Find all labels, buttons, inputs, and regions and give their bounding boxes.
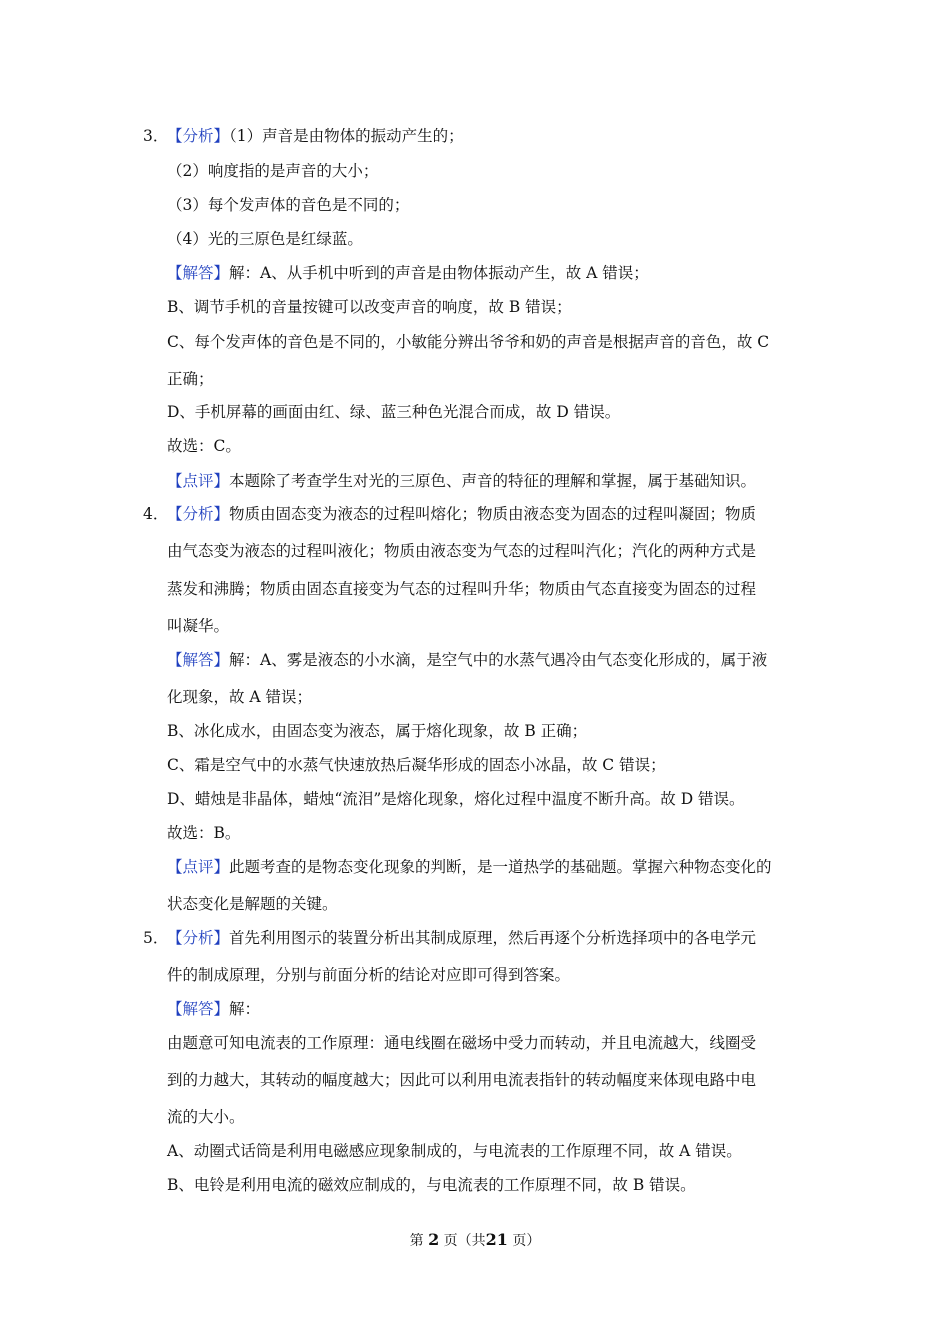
answer-line — [167, 650, 767, 670]
answer-line: B、冰化成水，由固态变为液态，属于熔化现象，故 B 正确； — [167, 722, 588, 740]
answer-tag: 【解答】 — [167, 651, 230, 669]
answer-line: D、手机屏幕的画面由红、绿、蓝三种色光混合而成，故 D 错误。 — [167, 403, 621, 421]
analysis-line — [167, 126, 464, 146]
analysis-line: 叫凝华。 — [167, 617, 230, 635]
footer-prefix: 第 — [409, 1233, 424, 1249]
answer-line: B、调节手机的音量按键可以改变声音的响度，故 B 错误； — [167, 298, 572, 316]
analysis-line: 件的制成原理，分别与前面分析的结论对应即可得到答案。 — [167, 966, 571, 984]
answer-tag: 【解答】 — [167, 264, 230, 282]
page-number: 2 — [428, 1230, 440, 1249]
answer-text: 解：A、从手机中听到的声音是由物体振动产生，故 A 错误； — [229, 264, 649, 282]
analysis-tag: 【分析】 — [167, 505, 230, 523]
analysis-text: 物质由固态变为液态的过程叫熔化；物质由液态变为固态的过程叫凝固；物质 — [229, 505, 757, 523]
answer-line: C、霜是空气中的水蒸气快速放热后凝华形成的固态小冰晶，故 C 错误； — [167, 756, 666, 774]
analysis-text: 首先利用图示的装置分析出其制成原理，然后再逐个分析选择项中的各电学元 — [229, 929, 757, 947]
answer-line: 到的力越大，其转动的幅度越大；因此可以利用电流表指针的转动幅度来体现电路中电 — [167, 1071, 757, 1089]
question-number: 5． — [143, 929, 169, 947]
answer-line: 化现象，故 A 错误； — [167, 688, 313, 706]
analysis-line: （4）光的三原色是红绿蓝。 — [167, 230, 363, 248]
answer-line: 故选：B。 — [167, 824, 241, 842]
page-footer — [0, 1230, 950, 1251]
comment-line: 状态变化是解题的关键。 — [167, 895, 338, 913]
answer-line: 正确； — [167, 370, 214, 388]
comment-line — [167, 857, 772, 877]
answer-line: 由题意可知电流表的工作原理：通电线圈在磁场中受力而转动，并且电流越大，线圈受 — [167, 1034, 757, 1052]
analysis-tag: 【分析】 — [167, 929, 230, 947]
analysis-text: （1）声音是由物体的振动产生的； — [229, 127, 464, 145]
page-total: 21 — [485, 1230, 508, 1249]
answer-line: C、每个发声体的音色是不同的，小敏能分辨出爷爷和奶的声音是根据声音的音色，故 C — [167, 333, 770, 351]
analysis-line: 由气态变为液态的过程叫液化；物质由液态变为气态的过程叫汽化；汽化的两种方式是 — [167, 542, 757, 560]
comment-tag: 【点评】 — [167, 858, 230, 876]
answer-text: 解：A、雾是液态的小水滴，是空气中的水蒸气遇冷由气态变化形成的，属于液 — [229, 651, 768, 669]
analysis-line: （3）每个发声体的音色是不同的； — [167, 196, 410, 214]
comment-line — [167, 471, 756, 491]
answer-line — [167, 999, 260, 1019]
answer-line: 故选：C。 — [167, 437, 241, 455]
footer-middle: 页（共 — [443, 1233, 486, 1249]
answer-text: 解： — [229, 1000, 261, 1018]
comment-text: 此题考查的是物态变化现象的判断，是一道热学的基础题。掌握六种物态变化的 — [229, 858, 772, 876]
answer-line: D、蜡烛是非晶体，蜡烛“流泪”是熔化现象，熔化过程中温度不断升高。故 D 错误。 — [167, 790, 745, 808]
analysis-line — [167, 504, 756, 524]
answer-line: 流的大小。 — [167, 1108, 245, 1126]
answer-line: B、电铃是利用电流的磁效应制成的，与电流表的工作原理不同，故 B 错误。 — [167, 1176, 696, 1194]
analysis-line: （2）响度指的是声音的大小； — [167, 162, 379, 180]
analysis-tag: 【分析】 — [167, 127, 230, 145]
footer-suffix: 页） — [512, 1233, 541, 1249]
answer-line — [167, 263, 649, 283]
comment-text: 本题除了考查学生对光的三原色、声音的特征的理解和掌握，属于基础知识。 — [229, 472, 757, 490]
analysis-line — [167, 928, 756, 948]
question-number: 3． — [143, 127, 169, 145]
question-number: 4． — [143, 505, 169, 523]
comment-tag: 【点评】 — [167, 472, 230, 490]
answer-tag: 【解答】 — [167, 1000, 230, 1018]
answer-line: A、动圈式话筒是利用电磁感应现象制成的，与电流表的工作原理不同，故 A 错误。 — [167, 1142, 742, 1160]
analysis-line: 蒸发和沸腾；物质由固态直接变为气态的过程叫升华；物质由气态直接变为固态的过程 — [167, 580, 757, 598]
